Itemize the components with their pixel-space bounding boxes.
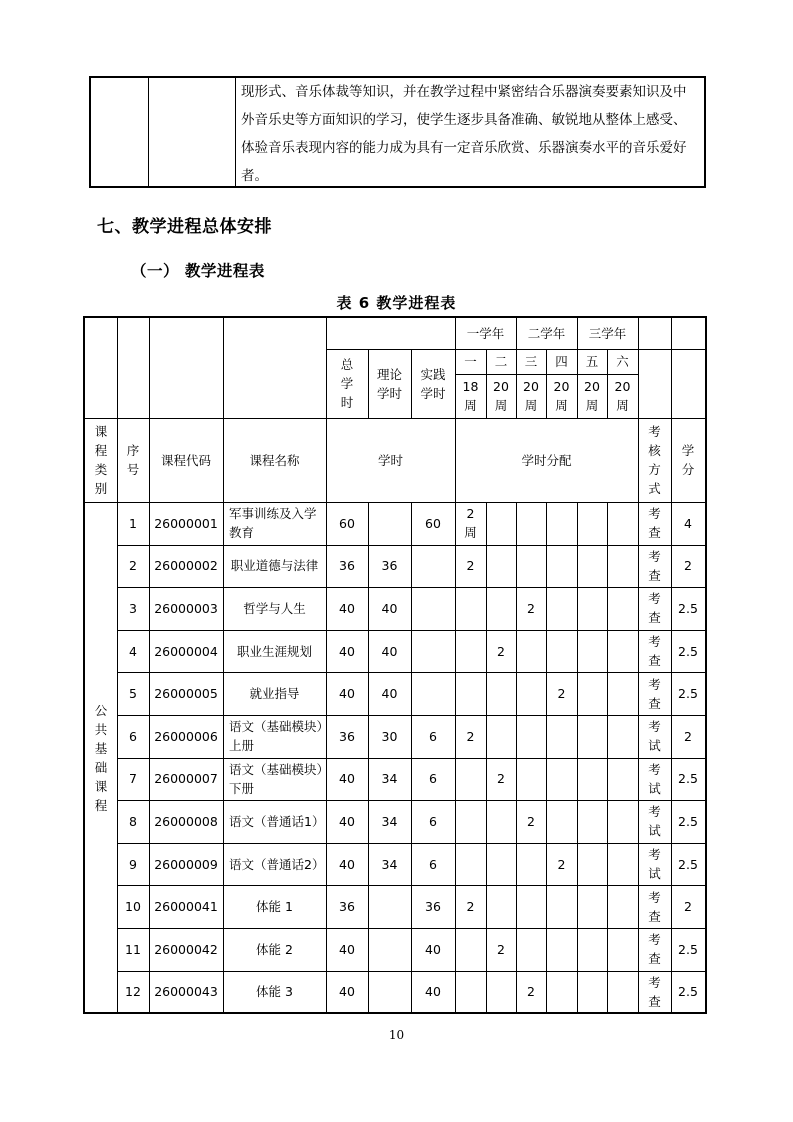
row-code: 26000002 [154,558,218,574]
row-semester-value [455,587,486,630]
row-semester-value [546,758,577,801]
row-semester-value-part: 2 [466,506,475,522]
row-semester-value [486,545,516,588]
category-cell [85,502,117,1013]
total-hours-header-char: 时 [340,395,354,410]
row-assessment-char: 考 [648,719,661,735]
seq-header [117,418,149,502]
row-semester-value [455,630,486,673]
continuation-line: 体验音乐表现内容的能力成为具有一定音乐欣赏、乐器演奏水平的音乐爱好 [241,140,687,156]
row-total-hours: 40 [339,856,355,872]
row-practice-hours: 6 [429,728,437,744]
row-semester-value [486,502,516,545]
row-practice-hours [411,587,455,630]
category-header-char: 类 [94,462,108,477]
credit-header-char: 学 [681,443,695,458]
row-assessment-char: 考 [648,761,661,777]
weeks-header [455,374,486,418]
category-header-char: 别 [94,481,108,496]
row-semester-value [607,843,638,886]
row-assessment-char: 查 [648,525,661,541]
seq-header-char: 序 [126,443,140,458]
row-semester-value [486,885,516,928]
assessment-header-char: 考 [648,424,661,439]
semester-header: 三 [524,354,538,369]
row-semester-value [607,758,638,801]
row-seq: 7 [129,771,137,787]
row-semester-value [607,885,638,928]
weeks-header [607,374,638,418]
row-total-hours: 40 [339,771,355,787]
category-cell-char: 共 [94,721,108,737]
weeks-count: 20 [523,379,539,394]
row-theory-hours [368,928,411,971]
row-assessment [638,843,671,886]
row-credit: 2 [684,728,692,744]
row-assessment-char: 考 [648,676,661,692]
row-credit: 2 [684,899,692,915]
credit-header [671,418,705,502]
row-semester-value [455,800,486,843]
total-hours-header-char: 总 [340,357,354,372]
row-semester-value [546,715,577,758]
row-total-hours: 40 [339,984,355,1000]
row-credit: 2.5 [678,856,698,872]
row-credit: 2.5 [678,813,698,829]
weeks-count: 18 [462,379,479,394]
row-total-hours: 40 [339,643,355,659]
row-theory-hours [368,885,411,928]
row-total-hours: 40 [339,813,355,829]
practice-hours-part: 实践 [420,366,446,382]
weeks-count: 20 [584,379,600,394]
row-code: 26000001 [154,515,218,531]
semester-header: 四 [555,354,568,369]
row-semester-value [546,885,577,928]
row-semester-value [516,672,546,715]
row-semester-value [455,502,486,545]
row-semester-value [577,587,607,630]
row-course-name: 体能 3 [256,984,293,1000]
row-code: 26000007 [154,771,218,787]
row-semester-value [577,672,607,715]
sub-title: （一） 教学进程表 [131,262,265,280]
row-assessment-char: 查 [648,908,661,924]
total-hours-header-char: 学 [340,376,354,391]
row-total-hours: 36 [339,899,355,915]
row-assessment-char: 考 [648,634,661,650]
row-assessment-char: 考 [648,804,661,820]
row-course-name: 哲学与人生 [243,600,306,616]
row-semester-value [607,630,638,673]
row-credit: 2.5 [678,600,698,616]
row-assessment-char: 考 [648,506,661,522]
row-code: 26000041 [154,899,218,915]
row-assessment [638,587,671,630]
weeks-header [577,374,607,418]
row-semester-value: 2 [557,686,566,702]
row-semester-value [455,672,486,715]
grid-line-v [671,418,672,502]
row-semester-value [607,502,638,545]
row-seq: 11 [125,941,141,957]
theory-hours-part: 学时 [376,385,402,401]
row-practice-hours: 40 [425,984,441,1000]
row-semester-value [577,502,607,545]
row-semester-value [577,715,607,758]
category-cell-char: 基 [94,740,108,756]
row-course-name: 体能 1 [256,899,293,915]
category-cell-char: 础 [94,759,108,775]
theory-hours-part: 理论 [376,366,402,382]
row-seq: 9 [129,856,137,872]
row-semester-value [577,843,607,886]
row-assessment [638,545,671,588]
weeks-unit: 周 [585,398,599,413]
row-semester-value [486,800,516,843]
row-practice-hours: 6 [429,813,437,829]
row-total-hours: 36 [339,728,355,744]
row-practice-hours: 60 [425,515,441,531]
row-semester-value: 2 [497,771,505,787]
assessment-header [638,418,671,502]
row-seq: 10 [125,899,141,915]
assessment-header-char: 核 [648,443,661,458]
continuation-line: 现形式、音乐体裁等知识，并在教学过程中紧密结合乐器演奏要素知识及中 [241,84,687,100]
row-assessment-char: 试 [648,738,661,754]
weeks-header [546,374,577,418]
row-semester-value: 2 [497,941,505,957]
row-semester-value [516,843,546,886]
row-course-name: 职业生涯规划 [236,643,312,659]
category-header-char: 程 [94,443,108,458]
row-assessment [638,800,671,843]
row-practice-hours: 40 [425,941,441,957]
row-seq: 4 [129,643,137,659]
row-semester-value [546,800,577,843]
row-semester-value [516,758,546,801]
continuation-col-2 [148,78,236,186]
distribution-header: 学时分配 [521,452,572,468]
hours-header: 学时 [377,452,403,468]
row-assessment-char: 考 [648,932,661,948]
semester-header: 一 [464,354,477,369]
semester-header: 二 [494,354,508,369]
row-seq: 5 [129,686,137,702]
row-semester-value: 2 [527,813,535,829]
row-assessment-char: 查 [648,610,661,626]
weeks-count: 20 [553,379,570,394]
row-total-hours: 60 [339,515,355,531]
grid-line-v [638,418,639,502]
grid-line-v [149,418,150,502]
row-semester-value [607,587,638,630]
row-assessment [638,672,671,715]
row-semester-value [516,928,546,971]
row-semester-value [516,545,546,588]
row-theory-hours: 30 [381,728,398,744]
row-semester-value [577,800,607,843]
row-semester-value [546,502,577,545]
row-semester-value [607,928,638,971]
row-semester-value: 2 [527,600,535,616]
row-semester-value [516,715,546,758]
year-header: 三学年 [588,326,627,341]
category-cell-char: 程 [94,797,108,813]
category-header [85,418,117,502]
row-semester-value [516,630,546,673]
row-semester-value: 2 [557,856,566,872]
row-semester-value [546,630,577,673]
row-semester-value [455,758,486,801]
row-theory-hours: 36 [381,558,398,574]
practice-hours-part: 学时 [420,385,446,401]
row-theory-hours: 40 [381,600,398,616]
row-practice-hours [411,630,455,673]
row-semester-value: 2 [527,984,535,1000]
row-assessment [638,715,671,758]
row-seq: 1 [129,515,137,531]
row-seq: 2 [129,558,137,574]
row-assessment-char: 试 [648,780,661,796]
row-semester-value [546,587,577,630]
assessment-header-char: 方 [648,462,661,477]
continuation-text [241,78,701,190]
row-credit: 2 [684,558,692,574]
row-theory-hours: 34 [381,813,398,829]
semester-header: 五 [585,354,599,369]
row-assessment-char: 试 [648,823,661,839]
continuation-col-1 [91,78,149,186]
row-course-name: 职业道德与法律 [230,558,319,574]
name-header: 课程名称 [249,452,300,468]
row-semester-value [455,971,486,1014]
row-total-hours: 40 [339,686,355,702]
year-header: 二学年 [527,326,566,341]
row-assessment-char: 查 [648,567,661,583]
row-theory-hours: 40 [381,686,398,702]
row-assessment-char: 考 [648,548,661,564]
row-credit: 4 [684,515,692,531]
row-semester-value [607,545,638,588]
row-semester-value [546,971,577,1014]
row-semester-value: 2 [466,728,475,744]
row-assessment [638,758,671,801]
row-theory-hours: 34 [381,856,398,872]
weeks-unit: 周 [555,398,568,413]
year-header: 一学年 [466,326,505,341]
weeks-unit: 周 [616,398,629,413]
row-credit: 2.5 [678,941,698,957]
row-semester-value [516,885,546,928]
row-total-hours: 40 [339,941,355,957]
row-assessment [638,928,671,971]
row-seq: 6 [129,728,137,744]
schedule-table [83,316,707,1014]
weeks-header [486,374,516,418]
row-assessment-char: 查 [648,993,661,1009]
page-number: 10 [388,1028,405,1042]
row-code: 26000042 [154,941,218,957]
row-assessment-char: 查 [648,695,661,711]
row-semester-value-part: 周 [464,525,477,541]
code-header: 课程代码 [160,452,211,468]
row-course-name: 语文（普通话2） [229,856,325,872]
table-caption: 表 6 教学进程表 [336,294,457,312]
row-seq: 8 [129,813,137,829]
row-code: 26000009 [154,856,218,872]
assessment-header-char: 式 [648,481,661,496]
row-assessment [638,971,671,1014]
row-assessment-char: 考 [648,974,661,990]
row-semester-value [486,587,516,630]
row-assessment [638,502,671,545]
theory-hours-header [368,349,411,418]
row-semester-value [577,885,607,928]
row-code: 26000043 [154,984,218,1000]
grid-line-v [326,418,327,502]
row-course-name: 就业指导 [249,686,300,702]
row-semester-value [546,545,577,588]
row-course-name: 语文（普通话1） [229,813,325,829]
row-code: 26000006 [154,728,218,744]
row-semester-value [486,715,516,758]
row-code: 26000008 [154,813,218,829]
row-course-name: 语文（基础模块）上册 [229,719,323,754]
weeks-count: 20 [614,379,631,394]
credit-header-char: 分 [681,462,695,477]
row-semester-value [577,545,607,588]
weeks-unit: 周 [524,398,538,413]
row-seq: 3 [129,600,137,616]
category-cell-char: 公 [94,702,108,718]
row-practice-hours [411,545,455,588]
row-semester-value [486,843,516,886]
row-assessment [638,885,671,928]
row-semester-value [607,800,638,843]
row-theory-hours: 40 [381,643,398,659]
row-semester-value: 2 [466,899,475,915]
total-hours-header [326,349,368,418]
row-semester-value [607,672,638,715]
row-code: 26000003 [154,600,218,616]
row-course-name: 体能 2 [256,941,293,957]
row-semester-value: 2 [497,643,505,659]
seq-header-char: 号 [126,462,140,477]
weeks-unit: 周 [494,398,508,413]
row-semester-value [486,672,516,715]
row-seq: 12 [125,984,141,1000]
category-cell-char: 课 [94,778,108,794]
row-theory-hours [368,502,411,545]
row-assessment-char: 查 [648,951,661,967]
row-assessment-char: 查 [648,653,661,669]
row-semester-value [607,715,638,758]
row-semester-value [455,843,486,886]
continuation-line: 者。 [241,168,268,184]
row-semester-value [577,758,607,801]
row-semester-value [516,502,546,545]
semester-header: 六 [616,354,629,369]
row-semester-value [577,630,607,673]
row-code: 26000004 [154,643,218,659]
row-assessment-char: 考 [648,591,661,607]
row-total-hours: 36 [339,558,355,574]
row-course-name: 语文（基础模块）下册 [229,761,323,796]
row-practice-hours: 6 [429,856,437,872]
row-practice-hours [411,672,455,715]
row-theory-hours [368,971,411,1014]
row-semester-value [577,928,607,971]
continuation-table [89,76,706,188]
row-practice-hours: 6 [429,771,437,787]
row-semester-value: 2 [466,558,475,574]
category-header-char: 课 [94,424,108,439]
row-assessment-char: 考 [648,847,661,863]
row-credit: 2.5 [678,771,698,787]
row-semester-value [577,971,607,1014]
row-course-name: 军事训练及入学教育 [229,506,317,541]
continuation-line: 外音乐史等方面知识的学习，使学生逐步具备准确、敏锐地从整体上感受、 [241,112,687,128]
row-practice-hours: 36 [425,899,441,915]
row-semester-value [486,971,516,1014]
section-title: 七、教学进程总体安排 [97,217,272,237]
row-assessment-char: 试 [648,866,661,882]
weeks-unit: 周 [464,398,477,413]
row-semester-value [607,971,638,1014]
row-code: 26000005 [154,686,218,702]
row-credit: 2.5 [678,643,698,659]
row-theory-hours: 34 [381,771,398,787]
row-total-hours: 40 [339,600,355,616]
grid-line-v [223,418,224,502]
grid-line-v [117,418,118,502]
weeks-header [516,374,546,418]
practice-hours-header [411,349,455,418]
weeks-count: 20 [493,379,509,394]
row-semester-value [546,928,577,971]
row-credit: 2.5 [678,984,698,1000]
row-assessment [638,630,671,673]
row-assessment-char: 考 [648,889,661,905]
row-semester-value [455,928,486,971]
row-credit: 2.5 [678,686,698,702]
